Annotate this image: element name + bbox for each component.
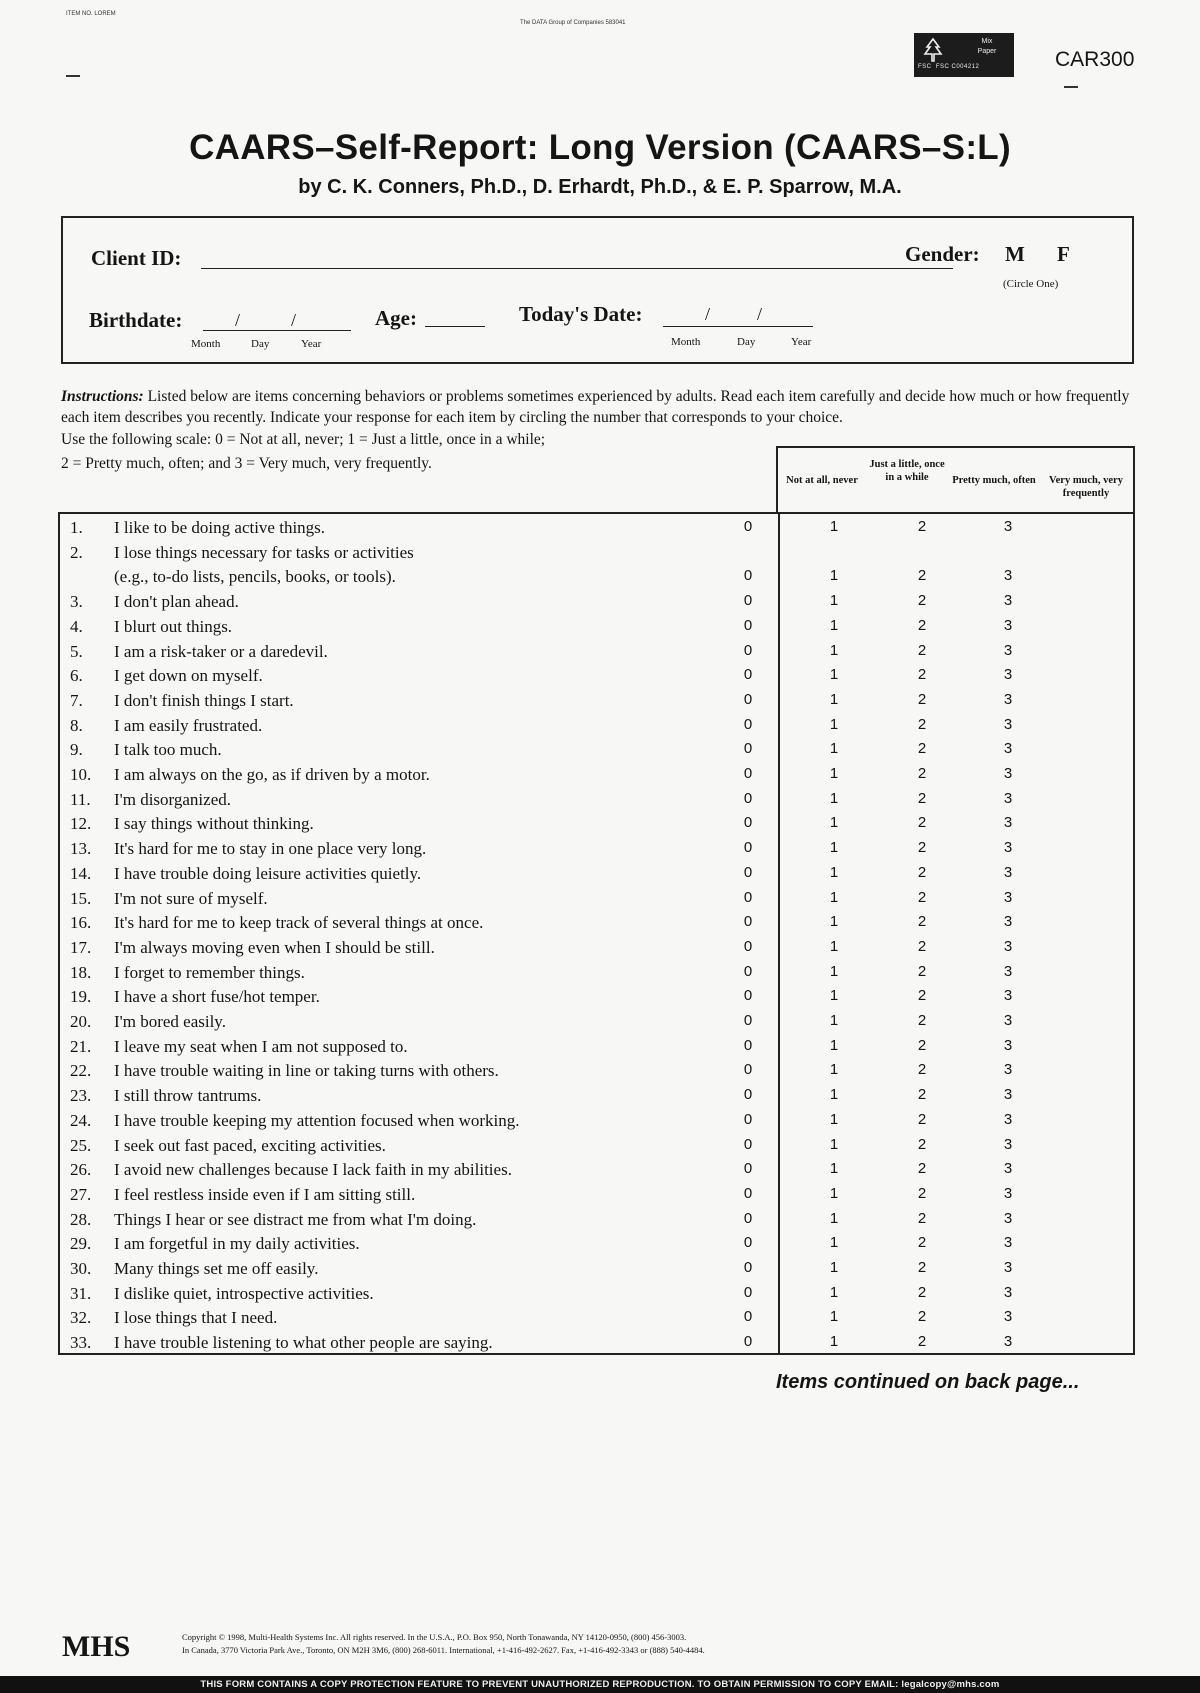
response-option-1[interactable]: 1 [829, 765, 839, 782]
response-option-3[interactable]: 3 [1003, 888, 1013, 906]
item-text: I'm disorganized. [114, 789, 231, 809]
item-row [60, 987, 1137, 1012]
copyright-line-1: Copyright © 1998, Multi-Health Systems Inc. All rights reserved. In the U.S.A., P.O. Box 950, North Tonawanda, NY 14120-0950, (800) 456-3003. [182, 1632, 687, 1642]
items-box [58, 512, 1135, 1355]
response-option-0[interactable]: 0 [743, 839, 753, 857]
item-row [60, 691, 1137, 716]
response-option-1[interactable]: 1 [829, 690, 839, 708]
response-option-0[interactable]: 0 [743, 1135, 753, 1153]
copy-protection-bar: THIS FORM CONTAINS A COPY PROTECTION FEATURE TO PREVENT UNAUTHORIZED REPRODUCTION. TO OBTAIN PERMISSION TO COPY EMAIL: legalcopy@mhs.com [0, 1676, 1200, 1693]
response-option-0[interactable]: 0 [743, 1110, 753, 1128]
item-text: I like to be doing active things. [114, 518, 326, 537]
item-row [60, 592, 1137, 617]
item-text: I have a short fuse/hot temper. [114, 987, 320, 1007]
response-option-0[interactable]: 0 [743, 616, 753, 634]
client-info-box [61, 216, 1134, 364]
response-option-1[interactable]: 1 [829, 1135, 839, 1153]
response-option-2[interactable]: 2 [917, 814, 927, 832]
circle-one-note: (Circle One) [1003, 278, 1059, 290]
response-option-2[interactable]: 2 [917, 1086, 927, 1104]
response-option-2[interactable]: 2 [917, 1061, 927, 1079]
item-text: I leave my seat when I am not supposed to. [114, 1036, 408, 1056]
item-number: 7. [70, 690, 83, 710]
continued-note: Items continued on back page... [776, 1371, 1080, 1393]
response-option-1[interactable]: 1 [829, 641, 839, 659]
response-option-3[interactable]: 3 [1003, 839, 1013, 857]
item-text: I get down on myself. [114, 666, 263, 686]
response-option-2[interactable]: 2 [917, 1110, 927, 1128]
response-option-3[interactable]: 3 [1003, 567, 1013, 585]
today-year-caption: Year [791, 336, 812, 348]
response-option-2[interactable]: 2 [917, 641, 927, 659]
item-row [60, 889, 1137, 914]
response-option-1[interactable]: 1 [829, 863, 839, 881]
item-text-continued: (e.g., to-do lists, pencils, books, or tools). [114, 567, 396, 587]
item-number: 26. [70, 1160, 92, 1180]
response-option-3[interactable]: 3 [1003, 690, 1013, 708]
response-option-1[interactable]: 1 [829, 1283, 839, 1301]
response-option-3[interactable]: 3 [1003, 1209, 1013, 1227]
response-option-2[interactable]: 2 [917, 1259, 927, 1276]
response-option-3[interactable]: 3 [1003, 1184, 1013, 1202]
date-separator: / [705, 304, 711, 324]
response-option-1[interactable]: 1 [829, 1110, 839, 1128]
item-row [60, 1061, 1137, 1086]
todays-date-field[interactable] [663, 326, 813, 327]
response-option-3[interactable]: 3 [1003, 641, 1013, 659]
response-option-1[interactable]: 1 [829, 1333, 839, 1351]
item-number: 29. [70, 1234, 92, 1254]
response-option-2[interactable]: 2 [917, 1135, 927, 1153]
response-option-0[interactable]: 0 [743, 1333, 753, 1351]
client-id-field[interactable] [201, 268, 953, 269]
item-row [60, 814, 1137, 839]
response-option-0[interactable]: 0 [743, 666, 753, 684]
response-option-3[interactable]: 3 [1003, 1308, 1013, 1326]
response-option-0[interactable]: 0 [743, 987, 753, 1005]
fsc-mix-label: Mix Paper [977, 38, 997, 55]
item-number: 12. [70, 814, 92, 834]
response-option-3[interactable]: 3 [1003, 616, 1013, 634]
response-option-0[interactable]: 0 [743, 1184, 753, 1202]
item-row [60, 790, 1137, 815]
response-option-1[interactable]: 1 [829, 1184, 839, 1202]
response-option-1[interactable]: 1 [829, 567, 839, 585]
item-number: 5. [70, 641, 83, 661]
authors-line: by C. K. Conners, Ph.D., D. Erhardt, Ph.D., & E. P. Sparrow, M.A. [298, 176, 902, 198]
item-row [60, 740, 1137, 765]
item-row [60, 1136, 1137, 1161]
birthdate-label: Birthdate: [89, 308, 183, 332]
copyright-line-2: In Canada, 3770 Victoria Park Ave., Toronto, ON M2H 3M6, (800) 268-6011. International, +1-416-492-2627. Fax, +1-416-492-3343 or (888) 540-4484. [182, 1645, 705, 1655]
response-option-3[interactable]: 3 [1003, 1086, 1013, 1104]
item-number: 10. [70, 765, 92, 784]
col-header-2: Pretty much, often [952, 475, 1036, 486]
response-option-0[interactable]: 0 [743, 863, 753, 881]
response-option-2[interactable]: 2 [917, 1308, 927, 1326]
item-row [60, 1308, 1137, 1333]
response-option-3[interactable]: 3 [1003, 814, 1013, 832]
response-option-2[interactable]: 2 [917, 592, 927, 610]
item-text: I forget to remember things. [114, 962, 305, 982]
item-row [60, 716, 1137, 741]
item-number: 21. [70, 1036, 92, 1056]
item-number: 4. [70, 616, 83, 636]
item-text: I am forgetful in my daily activities. [114, 1234, 360, 1254]
response-option-0[interactable]: 0 [743, 1283, 753, 1301]
corner-mark [66, 75, 80, 77]
gender-label: Gender: [905, 242, 980, 266]
response-option-3[interactable]: 3 [1003, 1036, 1013, 1054]
response-option-3[interactable]: 3 [1003, 987, 1013, 1005]
response-option-1[interactable]: 1 [829, 1160, 839, 1178]
response-option-1[interactable]: 1 [829, 888, 839, 906]
item-row [60, 543, 1137, 592]
response-option-2[interactable]: 2 [917, 839, 927, 857]
response-option-1[interactable]: 1 [829, 715, 839, 733]
response-option-3[interactable]: 3 [1003, 962, 1013, 980]
response-option-0[interactable]: 0 [743, 518, 753, 535]
item-number: 28. [70, 1209, 92, 1229]
items-table [58, 446, 1135, 1355]
response-option-0[interactable]: 0 [743, 641, 753, 659]
instructions-lead: Instructions: [61, 388, 144, 405]
item-row [60, 617, 1137, 642]
item-text: I talk too much. [114, 740, 222, 760]
date-separator: / [235, 310, 241, 330]
birth-month-caption: Month [191, 338, 221, 350]
item-text: I am a risk-taker or a daredevil. [114, 641, 328, 661]
response-option-2[interactable]: 2 [917, 567, 927, 585]
response-option-2[interactable]: 2 [917, 715, 927, 733]
scale-line-1: Use the following scale: 0 = Not at all, never; 1 = Just a little, once in a while; [61, 431, 546, 448]
item-number: 2. [70, 542, 83, 562]
item-number: 25. [70, 1135, 92, 1155]
response-option-2[interactable]: 2 [917, 765, 927, 782]
column-header-box [776, 446, 1135, 514]
response-option-1[interactable]: 1 [829, 1259, 839, 1276]
item-text: I am always on the go, as if driven by a motor. [114, 765, 430, 784]
response-option-2[interactable]: 2 [917, 888, 927, 906]
response-option-1[interactable]: 1 [829, 1086, 839, 1104]
item-text: I'm always moving even when I should be still. [114, 937, 435, 957]
item-text: I have trouble listening to what other people are saying. [114, 1333, 493, 1353]
item-text: Things I hear or see distract me from what I'm doing. [114, 1209, 477, 1229]
response-option-2[interactable]: 2 [917, 987, 927, 1005]
item-row [60, 839, 1137, 864]
item-text: I don't plan ahead. [114, 592, 239, 612]
item-number: 24. [70, 1110, 92, 1130]
page-title: CAARS–Self-Report: Long Version (CAARS–S:L) [189, 128, 1011, 167]
item-row [60, 1111, 1137, 1136]
birthdate-field[interactable] [203, 330, 351, 331]
item-row [60, 1037, 1137, 1062]
response-option-0[interactable]: 0 [743, 592, 753, 610]
response-option-0[interactable]: 0 [743, 740, 753, 758]
response-option-3[interactable]: 3 [1003, 1259, 1013, 1276]
response-option-2[interactable]: 2 [917, 616, 927, 634]
response-option-0[interactable]: 0 [743, 1308, 753, 1326]
item-row [60, 1185, 1137, 1210]
top-left-code: ITEM NO. LOREM [66, 11, 116, 17]
item-row [60, 518, 1137, 543]
response-option-0[interactable]: 0 [743, 888, 753, 906]
response-option-1[interactable]: 1 [829, 789, 839, 807]
item-number: 19. [70, 987, 92, 1007]
response-option-3[interactable]: 3 [1003, 765, 1013, 782]
item-text: I dislike quiet, introspective activities. [114, 1283, 374, 1303]
item-row [60, 666, 1137, 691]
item-text: I am easily frustrated. [114, 715, 263, 735]
today-day-caption: Day [737, 336, 756, 348]
response-option-2[interactable]: 2 [917, 690, 927, 708]
response-option-3[interactable]: 3 [1003, 592, 1013, 610]
response-option-3[interactable]: 3 [1003, 937, 1013, 955]
response-option-3[interactable]: 3 [1003, 789, 1013, 807]
response-option-1[interactable]: 1 [829, 740, 839, 758]
item-number: 27. [70, 1184, 92, 1204]
item-number: 6. [70, 666, 83, 686]
response-option-2[interactable]: 2 [917, 789, 927, 807]
item-row [60, 938, 1137, 963]
item-text: I seek out fast paced, exciting activities. [114, 1135, 386, 1155]
item-number: 1. [70, 518, 83, 537]
response-option-1[interactable]: 1 [829, 592, 839, 610]
response-option-3[interactable]: 3 [1003, 1234, 1013, 1252]
item-row [60, 1160, 1137, 1185]
response-option-3[interactable]: 3 [1003, 518, 1013, 535]
item-row [60, 963, 1137, 988]
item-number: 9. [70, 740, 83, 760]
response-option-0[interactable]: 0 [743, 567, 753, 585]
response-option-3[interactable]: 3 [1003, 1283, 1013, 1301]
item-text: I say things without thinking. [114, 814, 314, 834]
response-option-1[interactable]: 1 [829, 962, 839, 980]
item-row [60, 1333, 1137, 1358]
item-row [60, 1012, 1137, 1037]
item-text: Many things set me off easily. [114, 1259, 319, 1278]
item-text: I have trouble keeping my attention focused when working. [114, 1110, 520, 1130]
item-number: 17. [70, 937, 92, 957]
response-option-2[interactable]: 2 [917, 740, 927, 758]
col-header-3: Very much, very frequently [1049, 475, 1123, 499]
response-option-1[interactable]: 1 [829, 666, 839, 684]
response-option-3[interactable]: 3 [1003, 913, 1013, 931]
response-option-3[interactable]: 3 [1003, 1135, 1013, 1153]
item-row [60, 1210, 1137, 1235]
item-row [60, 1234, 1137, 1259]
item-number: 14. [70, 863, 92, 883]
date-separator: / [757, 304, 763, 324]
item-text: It's hard for me to stay in one place very long. [114, 839, 427, 859]
form-code: CAR300 [1055, 48, 1135, 71]
response-option-2[interactable]: 2 [917, 518, 927, 535]
age-label: Age: [375, 306, 417, 330]
item-number: 32. [70, 1308, 92, 1328]
today-month-caption: Month [671, 336, 701, 348]
response-option-0[interactable]: 0 [743, 962, 753, 980]
item-text: I lose things that I need. [114, 1308, 278, 1328]
response-option-1[interactable]: 1 [829, 839, 839, 857]
response-option-0[interactable]: 0 [743, 1234, 753, 1252]
response-option-1[interactable]: 1 [829, 1308, 839, 1326]
response-option-1[interactable]: 1 [829, 814, 839, 832]
response-option-2[interactable]: 2 [917, 1012, 927, 1029]
client-id-label: Client ID: [91, 246, 182, 270]
item-number: 3. [70, 592, 83, 612]
item-text: I don't finish things I start. [114, 690, 294, 710]
response-option-2[interactable]: 2 [917, 1209, 927, 1227]
response-option-1[interactable]: 1 [829, 616, 839, 634]
response-option-2[interactable]: 2 [917, 863, 927, 881]
item-number: 30. [70, 1259, 92, 1278]
response-option-0[interactable]: 0 [743, 1160, 753, 1178]
birth-year-caption: Year [301, 338, 322, 350]
response-option-3[interactable]: 3 [1003, 1110, 1013, 1128]
item-number: 22. [70, 1061, 92, 1081]
col-header-1: Just a little, once in a while [869, 459, 945, 483]
response-option-0[interactable]: 0 [743, 814, 753, 832]
response-option-1[interactable]: 1 [829, 987, 839, 1005]
response-option-2[interactable]: 2 [917, 666, 927, 684]
response-option-2[interactable]: 2 [917, 1160, 927, 1178]
response-option-3[interactable]: 3 [1003, 863, 1013, 881]
response-option-0[interactable]: 0 [743, 1012, 753, 1029]
printer-credit: The DATA Group of Companies 583041 [520, 20, 626, 26]
response-option-0[interactable]: 0 [743, 1061, 753, 1079]
item-number: 15. [70, 888, 92, 908]
response-option-2[interactable]: 2 [917, 1234, 927, 1252]
response-option-0[interactable]: 0 [743, 1209, 753, 1227]
scale-line-2: 2 = Pretty much, often; and 3 = Very much, very frequently. [61, 455, 432, 472]
item-text: I feel restless inside even if I am sitting still. [114, 1184, 416, 1204]
item-text: I avoid new challenges because I lack faith in my abilities. [114, 1160, 512, 1180]
item-text: I still throw tantrums. [114, 1086, 262, 1106]
response-option-3[interactable]: 3 [1003, 666, 1013, 684]
item-text: I lose things necessary for tasks or activities [114, 542, 414, 562]
response-option-1[interactable]: 1 [829, 913, 839, 931]
response-option-2[interactable]: 2 [917, 1184, 927, 1202]
item-text: I blurt out things. [114, 616, 233, 636]
item-text: I'm not sure of myself. [114, 888, 268, 908]
response-option-1[interactable]: 1 [829, 1012, 839, 1029]
col-header-0: Not at all, never [786, 475, 858, 486]
date-separator: / [291, 310, 297, 330]
response-option-2[interactable]: 2 [917, 937, 927, 955]
response-option-0[interactable]: 0 [743, 715, 753, 733]
item-text: I have trouble doing leisure activities quietly. [114, 863, 422, 883]
item-row [60, 1284, 1137, 1309]
corner-mark [1064, 86, 1078, 88]
item-number: 18. [70, 962, 92, 982]
item-row [60, 1086, 1137, 1111]
mhs-logo: MHS [62, 1630, 131, 1663]
response-option-3[interactable]: 3 [1003, 1061, 1013, 1079]
response-option-2[interactable]: 2 [917, 1333, 927, 1351]
birth-day-caption: Day [251, 338, 270, 350]
response-option-3[interactable]: 3 [1003, 715, 1013, 733]
response-option-2[interactable]: 2 [917, 1283, 927, 1301]
response-option-3[interactable]: 3 [1003, 1160, 1013, 1178]
response-option-0[interactable]: 0 [743, 1259, 753, 1276]
instructions [61, 386, 1141, 428]
item-number: 16. [70, 913, 92, 933]
item-number: 8. [70, 715, 83, 735]
item-row [60, 864, 1137, 889]
response-option-3[interactable]: 3 [1003, 1333, 1013, 1351]
response-option-3[interactable]: 3 [1003, 740, 1013, 758]
fsc-license: FSC FSC C004212 [918, 64, 980, 70]
item-number: 23. [70, 1086, 92, 1106]
response-option-1[interactable]: 1 [829, 1234, 839, 1252]
gender-option-m[interactable]: M [1005, 242, 1025, 266]
item-number: 20. [70, 1012, 92, 1031]
item-row [60, 913, 1137, 938]
response-option-1[interactable]: 1 [829, 1061, 839, 1079]
item-text: I have trouble waiting in line or taking turns with others. [114, 1061, 499, 1081]
fsc-logo [914, 33, 1014, 77]
response-option-1[interactable]: 1 [829, 518, 839, 535]
response-option-2[interactable]: 2 [917, 962, 927, 980]
response-option-1[interactable]: 1 [829, 937, 839, 955]
response-option-1[interactable]: 1 [829, 1209, 839, 1227]
item-number: 13. [70, 839, 92, 859]
response-option-0[interactable]: 0 [743, 1086, 753, 1104]
response-option-0[interactable]: 0 [743, 765, 753, 782]
response-option-2[interactable]: 2 [917, 1036, 927, 1054]
response-option-0[interactable]: 0 [743, 913, 753, 931]
response-option-0[interactable]: 0 [743, 690, 753, 708]
fsc-tree-icon [920, 37, 946, 63]
gender-option-f[interactable]: F [1057, 242, 1070, 266]
item-row [60, 765, 1137, 790]
item-row [60, 1259, 1137, 1284]
item-number: 11. [70, 789, 91, 809]
item-text: It's hard for me to keep track of several things at once. [114, 913, 484, 933]
item-number: 31. [70, 1283, 92, 1303]
item-row [60, 642, 1137, 667]
response-option-3[interactable]: 3 [1003, 1012, 1013, 1029]
response-option-0[interactable]: 0 [743, 789, 753, 807]
response-option-1[interactable]: 1 [829, 1036, 839, 1054]
instructions-body: Listed below are items concerning behaviors or problems sometimes experienced by adults. Read each item carefully and decide how much or how frequently each item describes you recently. Indicate your response for each item by circling the number that corresponds to your choice. [61, 388, 1130, 426]
response-option-2[interactable]: 2 [917, 913, 927, 931]
item-text: I'm bored easily. [114, 1012, 226, 1031]
todays-date-label: Today's Date: [519, 302, 643, 326]
item-number: 33. [70, 1333, 92, 1353]
response-option-0[interactable]: 0 [743, 1036, 753, 1054]
response-option-0[interactable]: 0 [743, 937, 753, 955]
age-field[interactable] [425, 326, 485, 327]
